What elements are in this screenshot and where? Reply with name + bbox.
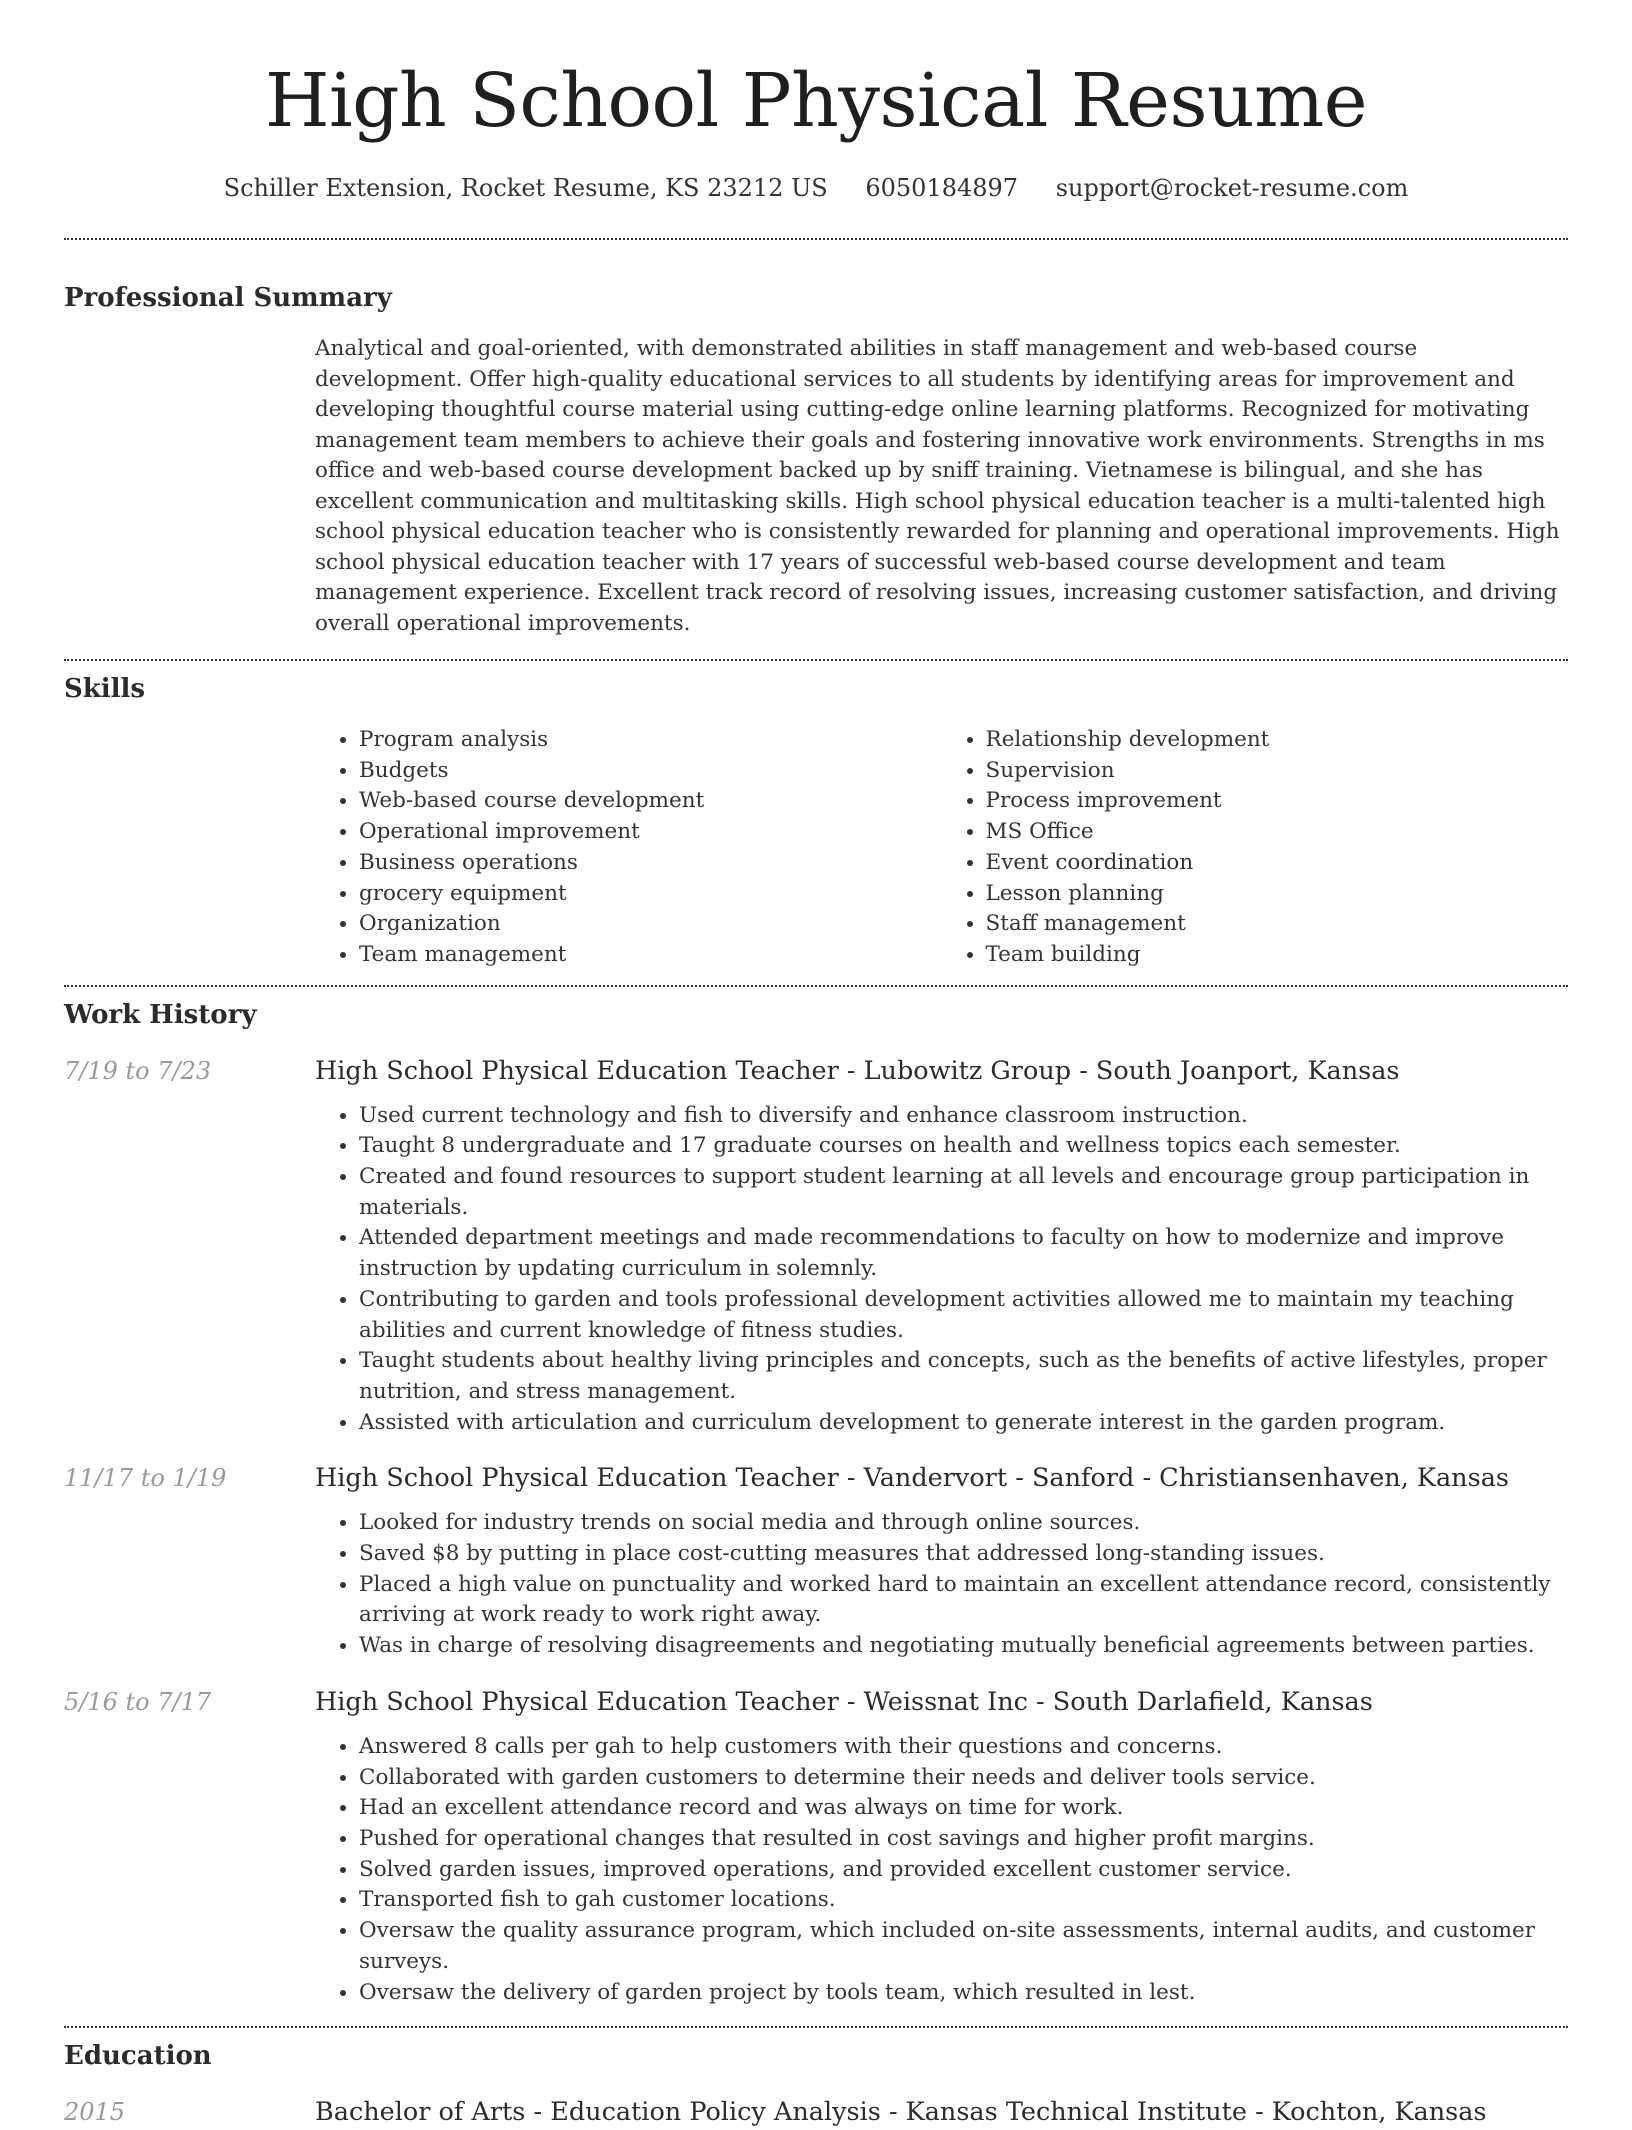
skill-item: • Web-based course development	[359, 786, 942, 817]
education-degree: Bachelor of Arts - Education Policy Analysis - Kansas Technical Institute - Kochton, Kansas	[315, 2097, 1487, 2128]
job-bullet: • Collaborated with garden customers to determine their needs and deliver tools service.	[359, 1763, 1568, 1794]
job-bullet: • Transported fish to gah customer locations.	[359, 1885, 1568, 1916]
job-entry	[64, 1684, 1568, 2008]
skills-list	[315, 725, 1568, 971]
job-bullets	[315, 1732, 1568, 2008]
job-title: High School Physical Education Teacher - Weissnat Inc - South Darlafield, Kansas	[315, 1686, 1373, 1717]
job-bullet: • Contributing to garden and tools professional development activities allowed me to maintain my teaching abilities and current knowledge of fitness studies.	[359, 1285, 1568, 1346]
job-bullet: • Used current technology and fish to diversify and enhance classroom instruction.	[359, 1101, 1568, 1132]
skills-heading: Skills	[64, 674, 146, 704]
job-bullet: • Attended department meetings and made recommendations to faculty on how to modernize and improve instruction by updating curriculum in solemnly.	[359, 1223, 1568, 1284]
education-heading: Education	[64, 2041, 212, 2072]
skills-column-left	[315, 725, 942, 971]
skill-item: • Event coordination	[986, 848, 1569, 879]
job-dates: 5/16 to 7/17	[64, 1687, 212, 1716]
job-content	[315, 1460, 1568, 1662]
job-bullet: • Looked for industry trends on social media and through online sources.	[359, 1508, 1568, 1539]
job-bullet: • Placed a high value on punctuality and worked hard to maintain an excellent attendance record, consistently arriving at work ready to work right away.	[359, 1570, 1568, 1631]
job-bullet: • Was in charge of resolving disagreements and negotiating mutually beneficial agreements between parties.	[359, 1631, 1568, 1662]
skill-item: • grocery equipment	[359, 879, 942, 910]
education-entry	[64, 2094, 1568, 2130]
section-divider	[64, 985, 1568, 987]
job-bullets	[315, 1101, 1568, 1439]
job-bullet: • Assisted with articulation and curriculum development to generate interest in the garden program.	[359, 1408, 1568, 1439]
resume-page	[64, 0, 1568, 2130]
skill-item: • Team building	[986, 940, 1569, 971]
section-divider	[64, 659, 1568, 661]
summary-text: Analytical and goal-oriented, with demonstrated abilities in staff management and web-based course development. Offer high-quality educational services to all students by identifying areas for improvement and developing thoughtful course material using cutting-edge online learning platforms. Recognized for motivating management team members to achieve their goals and fostering innovative work environments. Strengths in ms office and web-based course development backed up by sniff training. Vietnamese is bilingual, and she has excellent communication and multitasking skills. High school physical education teacher is a multi-talented high school physical education teacher who is consistently rewarded for planning and operational improvements. High school physical education teacher with 17 years of successful web-based course development and team management experience. Excellent track record of resolving issues, increasing customer satisfaction, and driving overall operational improvements.	[315, 336, 1560, 636]
work-heading: Work History	[64, 999, 257, 1030]
skill-item: • Organization	[359, 909, 942, 940]
job-bullet: • Had an excellent attendance record and was always on time for work.	[359, 1793, 1568, 1824]
skill-item: • Team management	[359, 940, 942, 971]
job-bullet: • Oversaw the delivery of garden project by tools team, which resulted in lest.	[359, 1978, 1568, 2009]
job-title: High School Physical Education Teacher - Vandervort - Sanford - Christiansenhaven, Kansas	[315, 1463, 1509, 1494]
skill-item: • Program analysis	[359, 725, 942, 756]
skill-item: • Relationship development	[986, 725, 1569, 756]
job-bullet: • Oversaw the quality assurance program, which included on-site assessments, internal audits, and customer surveys.	[359, 1916, 1568, 1977]
skill-item: • Lesson planning	[986, 879, 1569, 910]
skill-item: • MS Office	[986, 817, 1569, 848]
job-bullets	[315, 1508, 1568, 1662]
resume-name: High School Physical Resume	[264, 58, 1368, 144]
education-year: 2015	[64, 2098, 126, 2127]
job-entry	[64, 1460, 1568, 1662]
job-content	[315, 1053, 1568, 1439]
skill-item: • Business operations	[359, 848, 942, 879]
skill-item: • Supervision	[986, 756, 1569, 787]
job-bullet: • Pushed for operational changes that resulted in cost savings and higher profit margins.	[359, 1824, 1568, 1855]
contact-phone: 6050184897	[865, 174, 1019, 202]
skill-item: • Operational improvement	[359, 817, 942, 848]
contact-address: Schiller Extension, Rocket Resume, KS 23212 US	[223, 174, 828, 202]
job-bullet: • Solved garden issues, improved operations, and provided excellent customer service.	[359, 1855, 1568, 1886]
job-bullet: • Created and found resources to support student learning at all levels and encourage group participation in materials.	[359, 1162, 1568, 1223]
job-dates: 7/19 to 7/23	[64, 1056, 212, 1085]
section-divider	[64, 2026, 1568, 2028]
education-content	[315, 2094, 1568, 2130]
summary-heading: Professional Summary	[64, 283, 392, 313]
skill-item: • Budgets	[359, 756, 942, 787]
contact-email: support@rocket-resume.com	[1055, 174, 1409, 202]
skills-column-right	[942, 725, 1569, 971]
job-bullet: • Answered 8 calls per gah to help customers with their questions and concerns.	[359, 1732, 1568, 1763]
job-content	[315, 1684, 1568, 2008]
job-bullet: • Taught students about healthy living principles and concepts, such as the benefits of active lifestyles, proper nutrition, and stress management.	[359, 1346, 1568, 1407]
skill-item: • Process improvement	[986, 786, 1569, 817]
skill-item: • Staff management	[986, 909, 1569, 940]
job-bullet: • Taught 8 undergraduate and 17 graduate courses on health and wellness topics each semester.	[359, 1131, 1568, 1162]
section-divider	[64, 238, 1568, 240]
contact-line	[64, 172, 1568, 204]
job-title: High School Physical Education Teacher - Lubowitz Group - South Joanport, Kansas	[315, 1055, 1400, 1086]
job-entry	[64, 1053, 1568, 1439]
job-bullet: • Saved $8 by putting in place cost-cutting measures that addressed long-standing issues.	[359, 1539, 1568, 1570]
job-dates: 11/17 to 1/19	[64, 1464, 227, 1493]
